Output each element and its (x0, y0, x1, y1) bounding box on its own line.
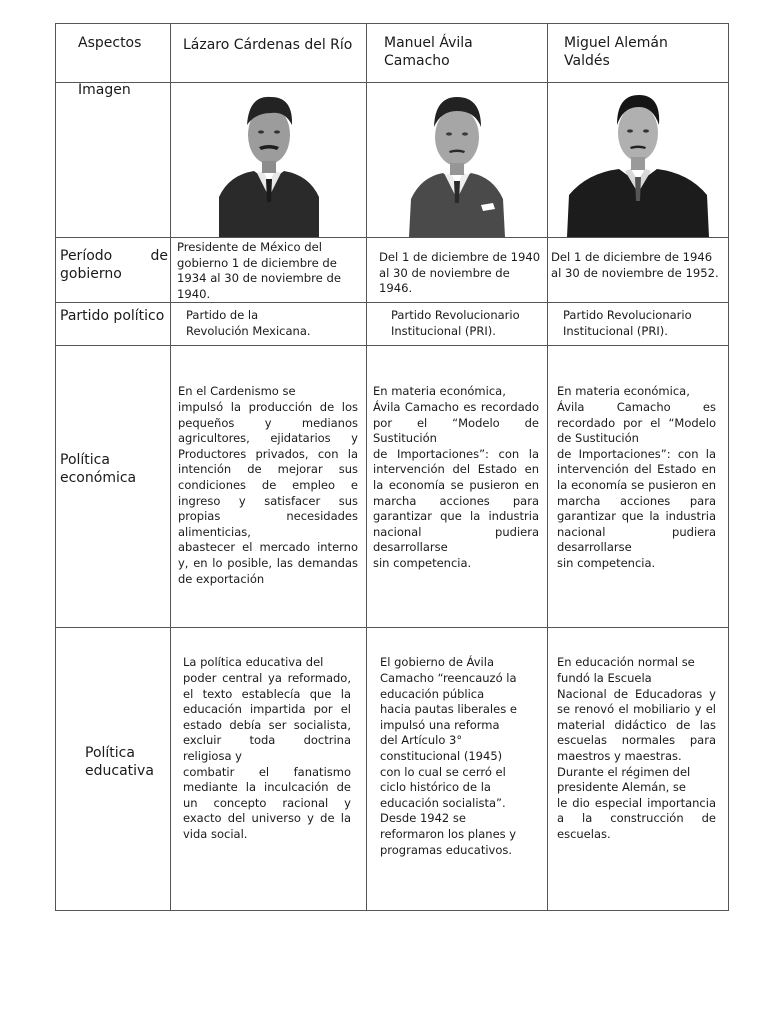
image-avila-cell (367, 83, 548, 238)
educational-label: Política educativa (85, 745, 154, 780)
header-cardenas: Lázaro Cárdenas del Río (183, 37, 353, 53)
period-label (56, 238, 170, 283)
economic-label-cell (56, 346, 171, 628)
party-cardenas: Partido de la Revolución Mexicana. (186, 308, 311, 338)
economic-row (56, 346, 729, 628)
header-avila-camacho: Manuel Ávila Camacho (384, 35, 473, 69)
educational-row (56, 628, 729, 911)
party-label-cell (56, 303, 171, 346)
educational-label-cell (56, 628, 171, 911)
economic-cardenas: En el Cardenismo se impulsó la producción de los pequeños y medianos agricultores, ejidatarios y Productores privados, con la intención de mejorar sus condiciones de empleo e ingreso y satisfacer sus propias necesidades alimenticias, abastecer el mercado interno y, en lo posible, las demandas de exportación (178, 384, 358, 586)
educational-cardenas: La política educativa del poder central ya reformado, el texto establecía que la educación impartida por el estado debía ser socialista, excluir toda doctrina religiosa y combatir el fanatismo mediante la inculcación de un concepto racional y exacto del universo y de la vida social. (183, 655, 351, 841)
educational-avila-camacho: El gobierno de Ávila Camacho “reencauzó la educación pública hacia pautas liberales e impulsó una reforma del Artículo 3° constitucional (1945) con lo cual se cerró el ciclo histórico de la educación socialista”. Desde 1942 se reformaron los planes y programas educativos. (380, 655, 517, 857)
header-avila-cell (367, 24, 548, 83)
comparison-table (55, 23, 729, 911)
economic-label: Política económica (60, 451, 137, 486)
economic-avila-camacho: En materia económica, Ávila Camacho es recordado por el “Modelo de Sustitución de Importaciones”: con la intervención del Estado en la economía se pusieron en marcha acciones para garantizar que la industria nacional pudiera desarrollarse sin competencia. (373, 384, 539, 570)
economic-aleman: En materia económica, Ávila Camacho es recordado por el “Modelo de Sustitución de Importaciones”: con la intervención del Estado en la economía se pusieron en marcha acciones para garantizar que la industria nacional pudiera desarrollarse sin competencia. (557, 384, 716, 570)
portrait-cardenas (219, 87, 319, 237)
image-label-cell (56, 83, 171, 238)
header-aspect-cell (56, 24, 171, 83)
period-row (56, 238, 729, 303)
image-cardenas-cell (171, 83, 367, 238)
header-aleman: Miguel Alemán Valdés (564, 35, 668, 69)
educational-aleman-cell (548, 628, 729, 911)
party-avila-cell (367, 303, 548, 346)
educational-aleman: En educación normal se fundó la Escuela Nacional de Educadoras y se renovó el mobiliario y el material didáctico de las escuelas normales para maestros y maestras. Durante el régimen del presidente Alemán, se le dio especial importancia a la construcción de escuelas. (557, 655, 716, 841)
economic-cardenas-cell (171, 346, 367, 628)
period-cardenas-cell (171, 238, 367, 303)
party-row (56, 303, 729, 346)
party-aleman-cell (548, 303, 729, 346)
period-label-word3: gobierno (60, 266, 122, 282)
header-row (56, 24, 729, 83)
period-label-word2: de (150, 248, 168, 264)
party-cardenas-cell (171, 303, 367, 346)
economic-aleman-cell (548, 346, 729, 628)
period-label-cell (56, 238, 171, 303)
image-aleman-cell (548, 83, 729, 238)
period-avila-cell (367, 238, 548, 303)
party-avila-camacho: Partido Revolucionario Institucional (PRI). (391, 308, 520, 338)
educational-avila-cell (367, 628, 548, 911)
period-aleman: Del 1 de diciembre de 1946 al 30 de noviembre de 1952. (551, 250, 719, 280)
party-aleman: Partido Revolucionario Institucional (PRI). (563, 308, 692, 338)
portrait-aleman (567, 87, 709, 237)
header-cardenas-cell (171, 24, 367, 83)
period-aleman-cell (548, 238, 729, 303)
portrait-avila-camacho (407, 87, 507, 237)
image-row (56, 83, 729, 238)
party-label: Partido político (60, 308, 165, 325)
economic-avila-cell (367, 346, 548, 628)
header-aspect: Aspectos (78, 35, 142, 51)
period-label-word1: Período (60, 248, 113, 264)
image-label: Imagen (78, 82, 131, 98)
period-avila-camacho: Del 1 de diciembre de 1940 al 30 de noviembre de 1946. (379, 250, 541, 296)
educational-cardenas-cell (171, 628, 367, 911)
header-aleman-cell (548, 24, 729, 83)
period-cardenas: Presidente de México del gobierno 1 de diciembre de 1934 al 30 de noviembre de 1940. (177, 240, 341, 301)
